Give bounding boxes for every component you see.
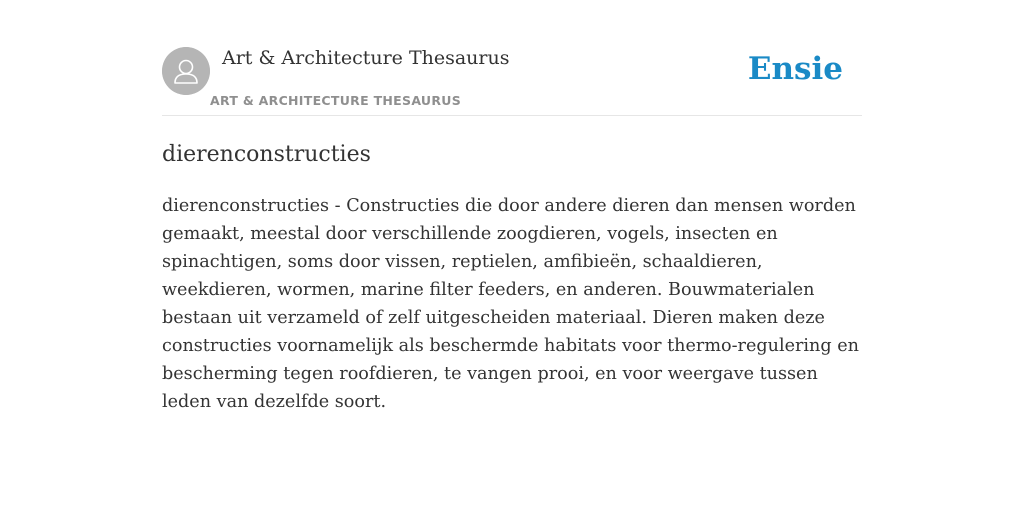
source-subtitle: ART & ARCHITECTURE THESAURUS — [210, 93, 462, 108]
entry-definition: dierenconstructies - Constructies die door andere dieren dan mensen worden gemaakt, meestal door verschillende zoogdieren, vogels, insecten en spinachtigen, soms door vissen, reptielen, amfibieën, schaaldieren, weekdieren, wormen, marine filter feeders, en anderen. Bouwmaterialen bestaan uit verzameld of zelf uitgescheiden materiaal. Dieren maken deze constructies voornamelijk als beschermde habitats voor thermo-regulering en bescherming tegen roofdieren, te vangen prooi, en voor weergave tussen leden van dezelfde soort. — [162, 196, 859, 412]
entry-term: dierenconstructies — [162, 142, 371, 167]
source-title-link[interactable]: Art & Architecture Thesaurus — [222, 47, 510, 69]
user-avatar-icon[interactable] — [162, 47, 210, 95]
brand-logo-link[interactable]: Ensie — [747, 51, 843, 87]
page-content — [162, 0, 862, 512]
header — [162, 0, 862, 116]
person-icon — [162, 47, 210, 95]
